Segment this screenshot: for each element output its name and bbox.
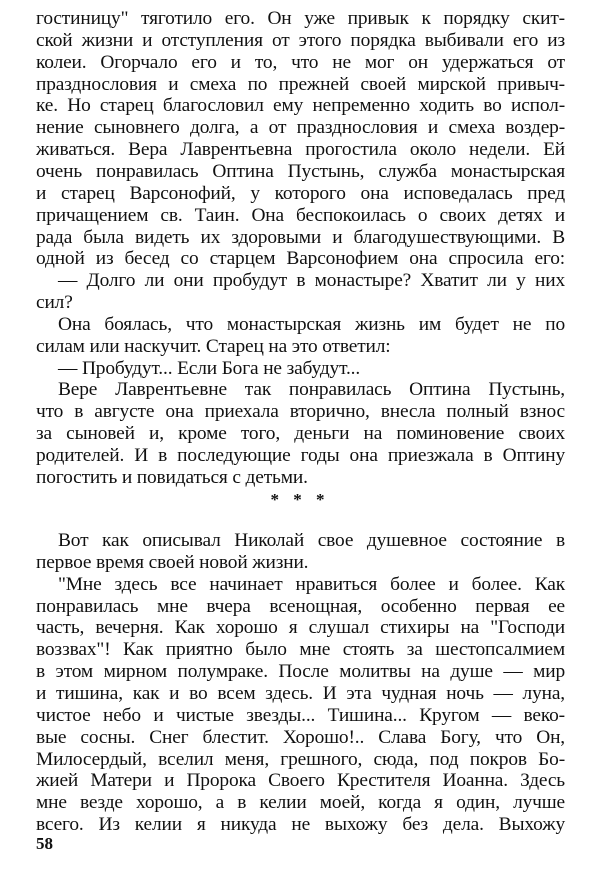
text-line: колеи. Огорчало его и то, что не мог он удержаться от	[36, 51, 565, 73]
text-line: Вот как описывал Николай свое душевное состояние в	[58, 530, 565, 551]
text-line: рада была видеть их здоровыми и благодушествующими. В	[36, 226, 565, 248]
text-line: силам или наскучит. Старец на это ответил:	[36, 335, 391, 357]
text-line: Она боялась, что монастырская жизнь им будет не по	[58, 313, 565, 335]
text-line: и старец Варсонофий, у которого она исповедалась пред	[36, 182, 565, 204]
text-line: нение сыновнего долга, а от празднословия и смеха воздер-	[36, 117, 565, 139]
text-line: чистое небо и чистые звезды... Тишина... Кругом — веко-	[36, 704, 565, 726]
text-line: ке. Но старец благословил ему непременно ходить во испол-	[36, 95, 565, 117]
text-line: всего. Из келии я никуда не выхожу без дела. Выхожу	[36, 814, 565, 836]
text-line: что в августе она приехала вторично, внесла полный взнос	[36, 401, 565, 423]
text-line: сил?	[36, 292, 73, 314]
text-line: одной из бесед со старцем Варсонофием она спросила его:	[36, 248, 565, 270]
text-line: Милосердый, вселил меня, грешного, сюда, под покров Бо-	[36, 748, 565, 770]
text-line: — Долго ли они пробудут в монастыре? Хватит ли у них	[58, 270, 565, 292]
text-line: и тишина, как и во всем здесь. И эта чудная ночь — луна,	[36, 682, 565, 704]
text-line: мне везде хорошо, а в келии моей, когда я один, лучше	[36, 792, 565, 814]
page-number: 58	[36, 834, 53, 853]
text-line: Вере Лаврентьевне так понравилась Оптина Пустынь,	[58, 379, 565, 401]
text-line: понравилась мне вчера всенощная, особенно первая ее	[36, 595, 565, 617]
text-line: вые сосны. Снег блестит. Хорошо!.. Слава Богу, что Он,	[36, 726, 565, 748]
text-line: — Пробудут... Если Бога не забудут...	[58, 357, 361, 379]
text-line: в этом мирном полумраке. После молитвы на душе — мир	[36, 661, 565, 683]
text-line: воззвах"! Как приятно было мне стоять за шестопсалмием	[36, 639, 565, 661]
text-line: причащением св. Таин. Она беспокоилась о своих детях и	[36, 204, 565, 226]
text-line: погостить и повидаться с детьми.	[36, 466, 308, 488]
section-separator: * * *	[270, 490, 330, 509]
text-line: за сыновей и, кроме того, деньги на поминовение своих	[36, 423, 565, 445]
text-line: родителей. И в последующие годы она приезжала в Оптину	[36, 445, 565, 466]
text-line: "Мне здесь все начинает нравиться более и более. Как	[58, 573, 565, 595]
text-line: жией Матери и Пророка Своего Крестителя Иоанна. Здесь	[36, 770, 565, 792]
text-line: ской жизни и отступления от этого порядка выбивали его из	[36, 29, 565, 51]
text-line: очень понравилась Оптина Пустынь, служба монастырская	[36, 160, 565, 182]
text-line: часть, вечерня. Как хорошо я слушал стихиры на "Господи	[36, 617, 565, 639]
text-line: живаться. Вера Лаврентьевна прогостила около недели. Ей	[36, 139, 565, 161]
text-line: первое время своей новой жизни.	[36, 551, 309, 573]
text-line: гостиницу" тяготило его. Он уже привык к порядку скит-	[36, 8, 565, 29]
text-line: празднословия и смеха по прежней своей мирской привыч-	[36, 73, 565, 95]
